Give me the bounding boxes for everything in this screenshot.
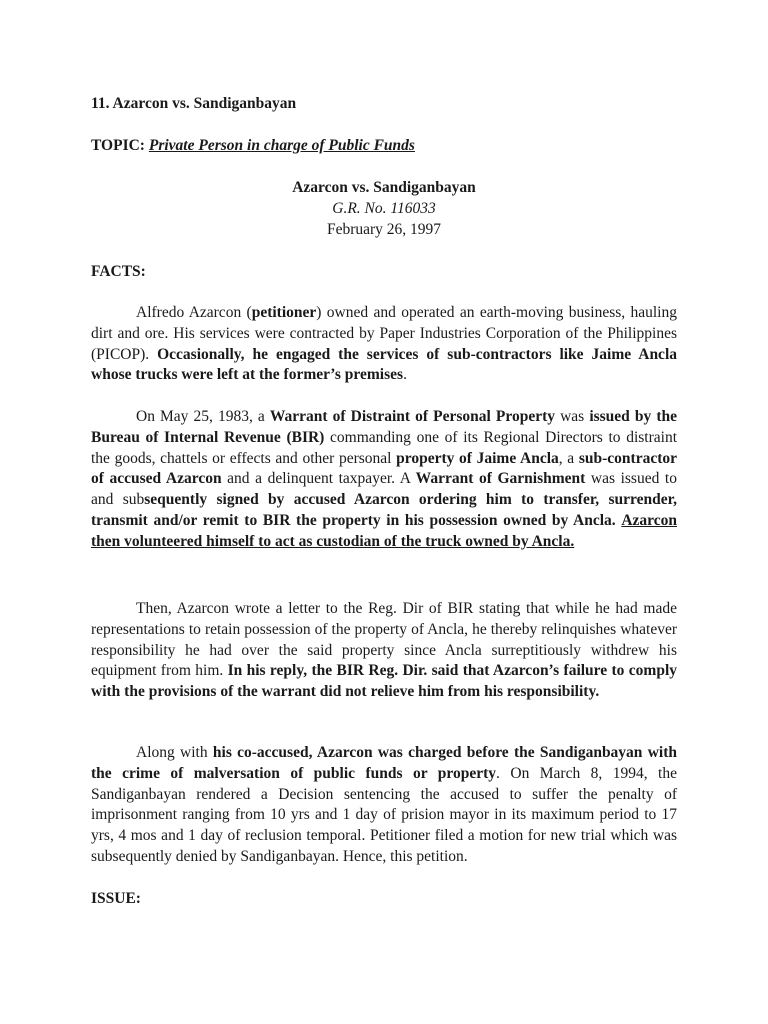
text-run: Warrant of Distraint of Personal Property [269, 408, 556, 425]
gr-number: G.R. No. 116033 [332, 200, 436, 217]
decision-date: February 26, 1997 [326, 221, 442, 238]
facts-paragraph-4 [91, 743, 677, 868]
text-run: On May 25, 1983, a [136, 408, 270, 425]
text-run: Then, Azarcon wrote a letter to the Reg. Dir of BIR stating that while he had made representations to retain possession of the property of Ancla, he thereby relinquishes whatever responsibility he had over the said property since Ancla surreptitiously withdrew his equipment from him. [91, 600, 677, 680]
text-run: his co-accused, Azarcon was charged before the Sandiganbayan with the crime of malversation of public funds or property [91, 744, 678, 782]
text-run: In his reply, the BIR Reg. Dir. said that Azarcon’s failure to comply with the provisions of the warrant did not relieve him from his responsibility. [91, 662, 677, 701]
text-run: sequently signed by accused Azarcon ordering him to transfer, surrender, transmit and/or remit to BIR the property in his possession owned by Ancla. [91, 491, 677, 529]
facts-paragraph-2 [91, 407, 677, 553]
text-run: Along with [136, 744, 213, 761]
text-run: Azarcon then volunteered himself to act as custodian of the truck owned by Ancla. [91, 511, 678, 550]
facts-paragraph-3 [91, 599, 677, 703]
text-run: was [555, 408, 590, 425]
text-run: , a [558, 449, 579, 467]
text-run: and a delinquent taxpayer. A [221, 470, 416, 488]
text-run: Alfredo Azarcon ( [136, 304, 252, 321]
facts-heading: FACTS: [91, 263, 146, 280]
text-run: ) owned and operated an earth-moving business, hauling dirt and ore. His services were contracted by Paper Industries Corporation of the Philippines (PICOP). [91, 304, 677, 363]
issue-heading: ISSUE: [91, 890, 141, 907]
text-run: Occasionally, he engaged the services of sub-contractors like Jaime Ancla whose trucks were left at the former’s premises [91, 345, 677, 384]
text-run: sub-contractor of accused Azarcon [91, 449, 677, 488]
text-run: . [403, 366, 407, 384]
topic-value: Private Person in charge of Public Funds [148, 137, 415, 154]
case-number-title: 11. Azarcon vs. Sandiganbayan [91, 95, 297, 112]
topic-label: TOPIC: [91, 137, 145, 154]
text-run: petitioner [251, 304, 317, 321]
text-run: was issued to and sub [91, 470, 677, 509]
topic-line [91, 137, 415, 155]
text-run: issued by the Bureau of Internal Revenue (BIR) [91, 408, 677, 446]
text-run: commanding one of its Regional Directors to distraint the goods, chattels or effects and other personal [91, 428, 677, 467]
facts-paragraph-1 [91, 303, 677, 386]
case-name: Azarcon vs. Sandiganbayan [292, 179, 476, 196]
text-run: property of Jaime Ancla [396, 449, 559, 467]
text-run: Warrant of Garnishment [415, 470, 586, 488]
text-run: . On March 8, 1994, the Sandiganbayan rendered a Decision sentencing the accused to suffer the penalty of imprisonment ranging from 10 yrs and 1 day of prision mayor in its maximum period to 17 yrs, 4 mos and 1 day of reclusion temporal. Petitioner filed a motion for new trial which was subsequently denied by Sandiganbayan. Hence, this petition. [91, 764, 677, 865]
